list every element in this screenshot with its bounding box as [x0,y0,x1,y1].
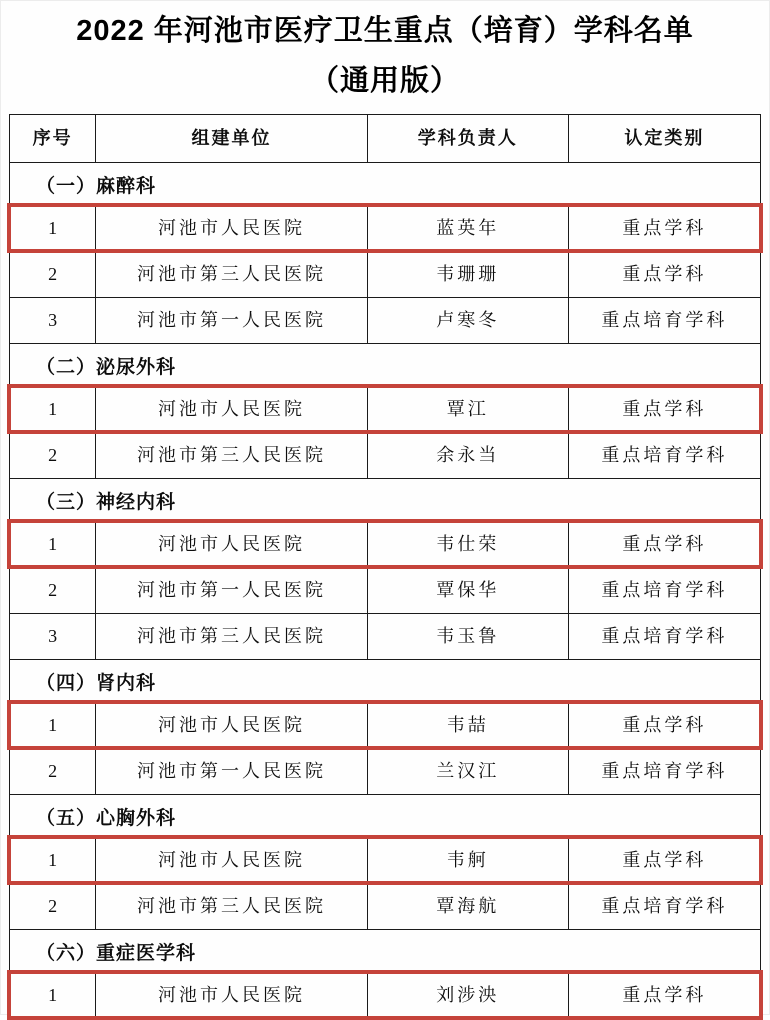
category-cell: 重点培育学科 [601,579,728,600]
table-row [10,567,760,613]
seq-cell: 2 [10,749,96,794]
category-cell: 重点培育学科 [601,444,728,465]
section-header-neurology [10,478,760,521]
seq-cell: 1 [10,703,96,748]
seq-cell: 2 [10,252,96,297]
leader-cell: 覃海航 [368,884,569,929]
table-row [10,432,760,478]
table-row [10,748,760,794]
unit-cell: 河池市第三人民医院 [96,884,368,929]
page-title: 2022 年河池市医疗卫生重点（培育）学科名单 [76,15,694,47]
leader-cell: 韦玉鲁 [368,614,569,659]
leader-cell: 兰汉江 [368,749,569,794]
category-cell: 重点培育学科 [601,625,728,646]
section-header-urology [10,343,760,386]
header-leader: 学科负责人 [368,115,569,162]
leader-cell: 刘涉泱 [368,973,569,1018]
section-header-cardiothoracic [10,794,760,837]
table-row [10,883,760,929]
seq-cell: 2 [10,433,96,478]
unit-cell: 河池市第一人民医院 [96,298,368,343]
seq-cell: 1 [10,838,96,883]
header-category: 认定类别 [624,127,705,148]
section-label: （五）心胸外科 [36,807,177,829]
category-cell: 重点学科 [622,984,707,1005]
table-row [10,386,760,432]
table-row [10,613,760,659]
table-row [10,205,760,251]
section-header-critical-care [10,929,760,972]
section-header-nephrology [10,659,760,702]
unit-cell: 河池市第三人民医院 [96,614,368,659]
unit-cell: 河池市第一人民医院 [96,568,368,613]
table-row [10,702,760,748]
category-cell: 重点学科 [622,398,707,419]
unit-cell: 河池市人民医院 [96,703,368,748]
table-row [10,251,760,297]
category-cell: 重点学科 [622,714,707,735]
leader-cell: 韦舸 [368,838,569,883]
table-row [10,521,760,567]
section-label: （一）麻醉科 [36,175,157,197]
header-unit: 组建单位 [96,115,368,162]
seq-cell: 1 [10,522,96,567]
category-cell: 重点培育学科 [601,760,728,781]
seq-cell: 2 [10,884,96,929]
unit-cell: 河池市人民医院 [96,973,368,1018]
leader-cell: 蓝英年 [368,206,569,251]
leader-cell: 覃江 [368,387,569,432]
leader-cell: 余永当 [368,433,569,478]
leader-cell: 卢寒冬 [368,298,569,343]
seq-cell: 3 [10,298,96,343]
leader-cell: 覃保华 [368,568,569,613]
unit-cell: 河池市第一人民医院 [96,749,368,794]
category-cell: 重点学科 [622,217,707,238]
seq-cell: 1 [10,206,96,251]
category-cell: 重点培育学科 [601,309,728,330]
table-row [10,972,760,1018]
unit-cell: 河池市第三人民医院 [96,252,368,297]
unit-cell: 河池市第三人民医院 [96,433,368,478]
table-row [10,297,760,343]
header-seq: 序号 [10,115,96,162]
category-cell: 重点学科 [622,849,707,870]
leader-cell: 韦珊珊 [368,252,569,297]
page-subtitle: （通用版） [309,65,460,97]
unit-cell: 河池市人民医院 [96,387,368,432]
table-row [10,837,760,883]
section-label: （二）泌尿外科 [36,356,177,378]
category-cell: 重点培育学科 [601,895,728,916]
leader-cell: 韦喆 [368,703,569,748]
seq-cell: 1 [10,973,96,1018]
table-header-row [10,115,760,162]
section-label: （六）重症医学科 [36,942,197,964]
unit-cell: 河池市人民医院 [96,522,368,567]
section-header-anesthesiology [10,162,760,205]
unit-cell: 河池市人民医院 [96,838,368,883]
category-cell: 重点学科 [622,533,707,554]
leader-cell: 韦仕荣 [368,522,569,567]
unit-cell: 河池市人民医院 [96,206,368,251]
section-label: （四）肾内科 [36,672,157,694]
seq-cell: 2 [10,568,96,613]
section-label: （三）神经内科 [36,491,177,513]
seq-cell: 1 [10,387,96,432]
disciplines-table [9,114,761,1019]
seq-cell: 3 [10,614,96,659]
category-cell: 重点学科 [622,263,707,284]
